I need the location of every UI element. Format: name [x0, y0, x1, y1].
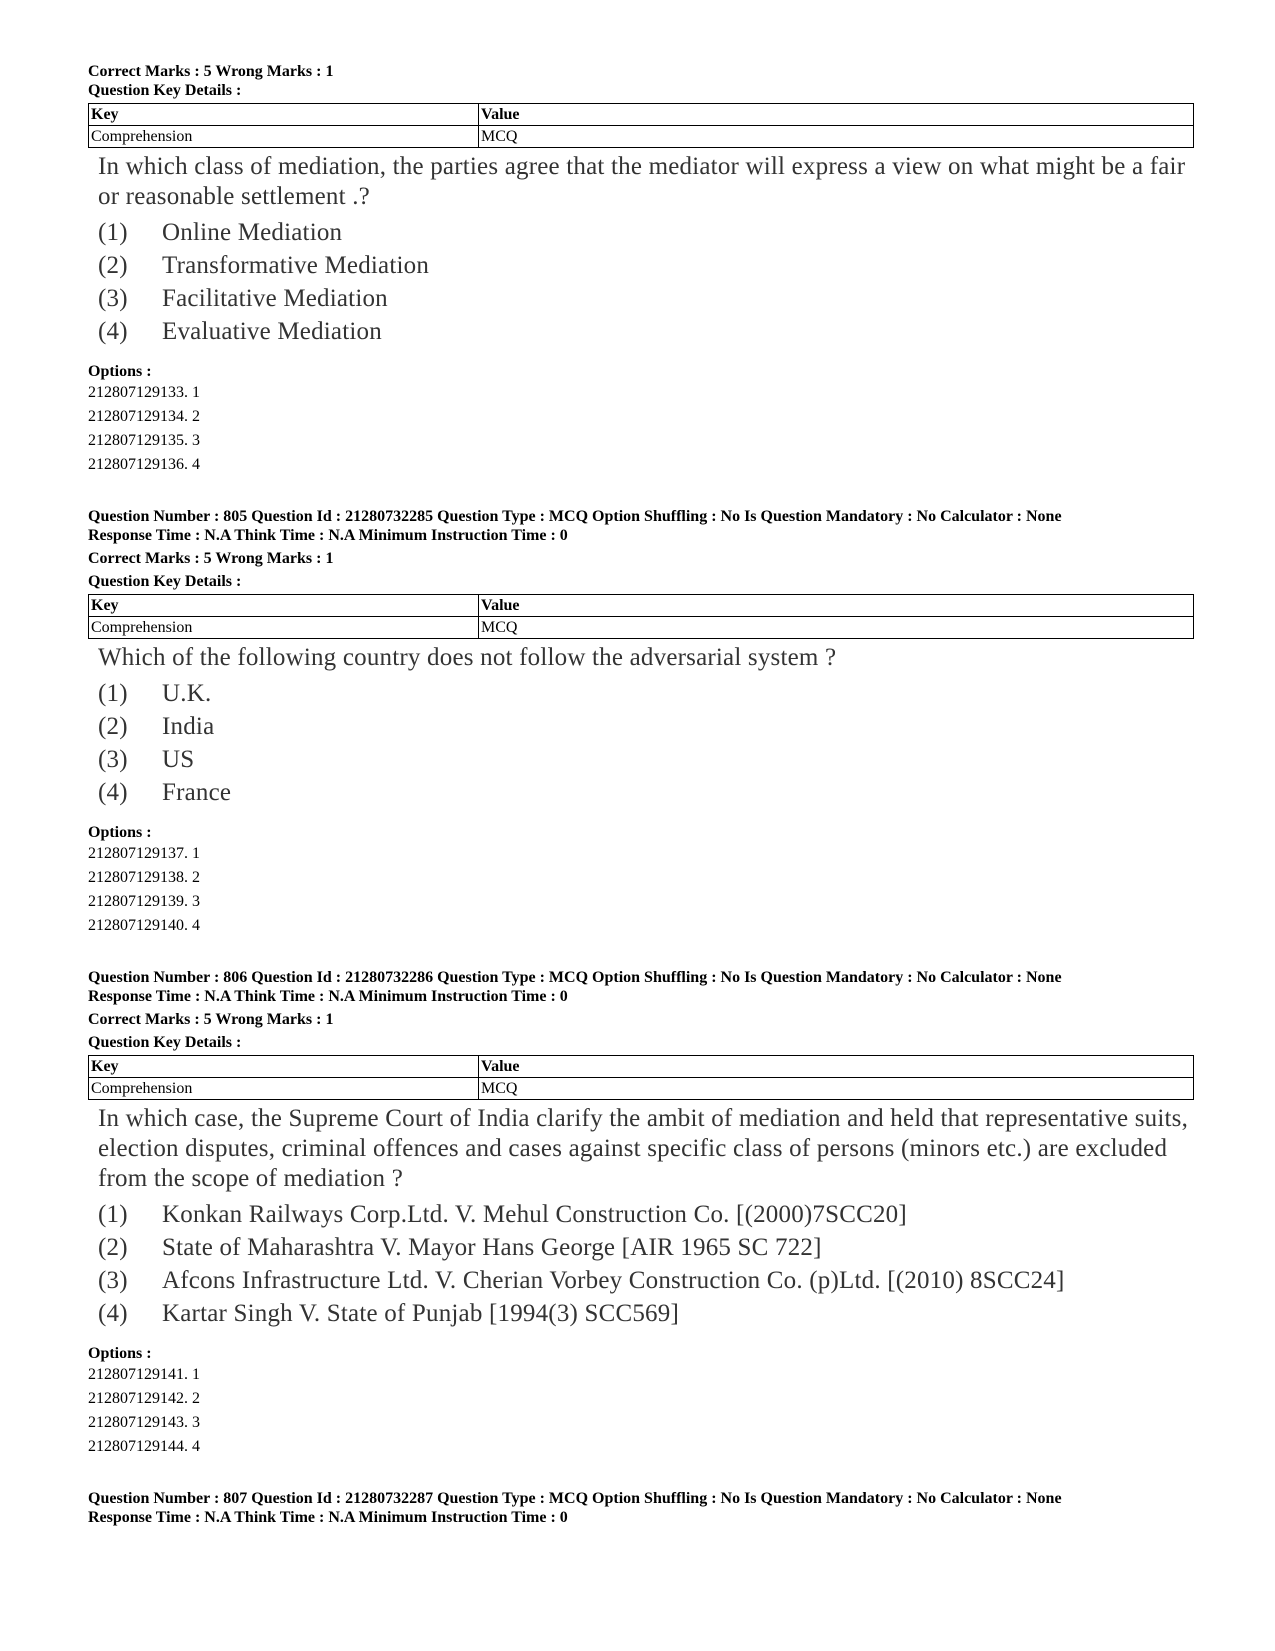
key-details-label: Question Key Details :	[88, 573, 242, 590]
question-header: Question Number : 805 Question Id : 21280732285 Question Type : MCQ Option Shuffling : No Is Question Mandatory : No Calculator : None	[88, 508, 1062, 525]
choice-3: (3) Facilitative Mediation	[98, 285, 388, 312]
question-timing: Response Time : N.A Think Time : N.A Minimum Instruction Time : 0	[88, 988, 568, 1005]
option-id: 212807129136. 4	[88, 456, 200, 473]
option-id: 212807129143. 3	[88, 1414, 200, 1431]
key-cell: Comprehension	[89, 126, 479, 148]
choice-2: (2) Transformative Mediation	[98, 252, 430, 279]
question-block-806	[88, 968, 1194, 1459]
question-image	[88, 152, 1194, 348]
question-text: Which of the following country does not follow the adversarial system ?	[98, 644, 837, 671]
key-header: Key	[89, 104, 479, 126]
marks-line: Correct Marks : 5 Wrong Marks : 1	[88, 550, 334, 567]
options-label: Options :	[88, 363, 152, 380]
choice-4: (4) Evaluative Mediation	[98, 318, 382, 345]
choice-2: (2) State of Maharashtra V. Mayor Hans George [AIR 1965 SC 722]	[98, 1234, 822, 1261]
value-header: Value	[479, 595, 1194, 617]
option-id: 212807129138. 2	[88, 869, 200, 886]
value-header: Value	[479, 104, 1194, 126]
option-id: 212807129135. 3	[88, 432, 200, 449]
marks-line: Correct Marks : 5 Wrong Marks : 1	[88, 1011, 334, 1028]
key-details-table	[88, 1055, 1194, 1100]
option-id: 212807129140. 4	[88, 917, 200, 934]
key-header: Key	[89, 1056, 479, 1078]
option-id: 212807129139. 3	[88, 893, 200, 910]
question-block-805	[88, 507, 1194, 938]
option-id: 212807129141. 1	[88, 1366, 200, 1383]
question-block-804	[88, 62, 1194, 477]
choice-1: (1) Online Mediation	[98, 219, 343, 246]
value-header: Value	[479, 1056, 1194, 1078]
option-id: 212807129134. 2	[88, 408, 200, 425]
key-details-table	[88, 594, 1194, 639]
question-timing: Response Time : N.A Think Time : N.A Minimum Instruction Time : 0	[88, 527, 568, 544]
question-image	[88, 1104, 1194, 1330]
question-image	[88, 643, 1194, 809]
choice-2: (2) India	[98, 713, 215, 740]
choice-4: (4) Kartar Singh V. State of Punjab [1994(3) SCC569]	[98, 1300, 679, 1327]
option-id: 212807129142. 2	[88, 1390, 200, 1407]
question-text: In which case, the Supreme Court of India clarify the ambit of mediation and held that representative suits, election disputes, criminal offences and cases against specific class of persons (minors etc.) are excluded from the scope of mediation ?	[98, 1105, 1189, 1192]
options-label: Options :	[88, 824, 152, 841]
choice-3: (3) Afcons Infrastructure Ltd. V. Cherian Vorbey Construction Co. (p)Ltd. [(2010) 8SCC24]	[98, 1267, 1065, 1294]
choice-1: (1) Konkan Railways Corp.Ltd. V. Mehul Construction Co. [(2000)7SCC20]	[98, 1201, 907, 1228]
option-id: 212807129137. 1	[88, 845, 200, 862]
question-text: In which class of mediation, the parties agree that the mediator will express a view on what might be a fair or reasonable settlement .?	[98, 153, 1186, 210]
value-cell: MCQ	[479, 617, 1194, 639]
option-id: 212807129144. 4	[88, 1438, 200, 1455]
key-details-label: Question Key Details :	[88, 82, 242, 99]
value-cell: MCQ	[479, 126, 1194, 148]
choice-4: (4) France	[98, 779, 232, 806]
document-page	[88, 62, 1194, 1527]
value-cell: MCQ	[479, 1078, 1194, 1100]
question-timing: Response Time : N.A Think Time : N.A Minimum Instruction Time : 0	[88, 1509, 568, 1526]
key-details-table	[88, 103, 1194, 148]
choice-1: (1) U.K.	[98, 680, 212, 707]
key-details-label: Question Key Details :	[88, 1034, 242, 1051]
options-label: Options :	[88, 1345, 152, 1362]
key-cell: Comprehension	[89, 1078, 479, 1100]
question-header: Question Number : 806 Question Id : 21280732286 Question Type : MCQ Option Shuffling : No Is Question Mandatory : No Calculator : None	[88, 969, 1062, 986]
question-block-807	[88, 1489, 1194, 1527]
key-header: Key	[89, 595, 479, 617]
question-header: Question Number : 807 Question Id : 21280732287 Question Type : MCQ Option Shuffling : No Is Question Mandatory : No Calculator : None	[88, 1490, 1062, 1507]
choice-3: (3) US	[98, 746, 195, 773]
marks-line: Correct Marks : 5 Wrong Marks : 1	[88, 63, 334, 80]
option-id: 212807129133. 1	[88, 384, 200, 401]
key-cell: Comprehension	[89, 617, 479, 639]
